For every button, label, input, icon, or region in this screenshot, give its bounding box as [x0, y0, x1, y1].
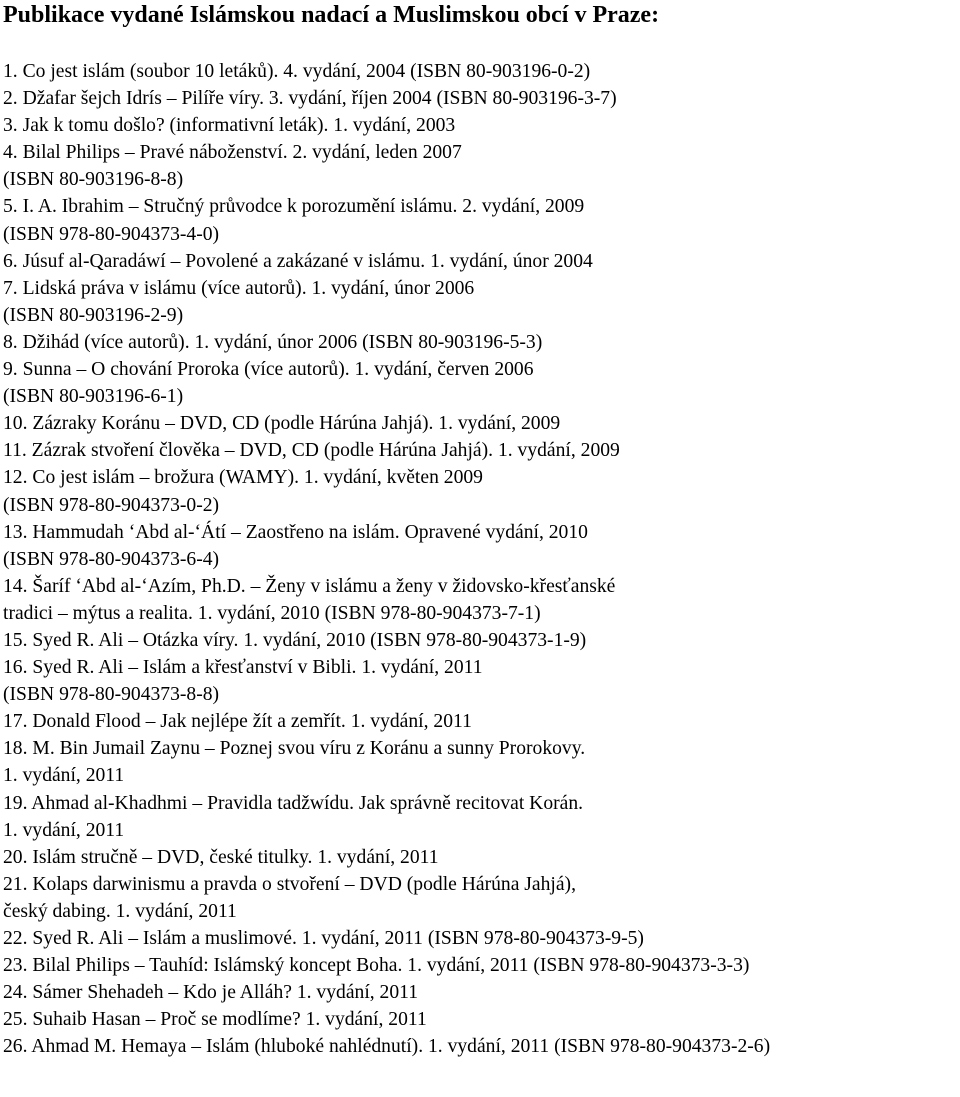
publication-line: (ISBN 978-80-904373-6-4)	[3, 548, 220, 570]
publication-line: 8. Džihád (více autorů). 1. vydání, únor 2006 (ISBN 80-903196-5-3)	[3, 331, 543, 353]
publication-line: tradici – mýtus a realita. 1. vydání, 2010 (ISBN 978-80-904373-7-1)	[3, 602, 541, 624]
publication-line: 1. vydání, 2011	[3, 765, 125, 787]
publication-line: 6. Júsuf al-Qaradáwí – Povolené a zakázané v islámu. 1. vydání, únor 2004	[3, 250, 593, 272]
publication-line: (ISBN 80-903196-8-8)	[3, 169, 184, 191]
publication-line: 16. Syed R. Ali – Islám a křesťanství v Bibli. 1. vydání, 2011	[3, 657, 483, 679]
publication-line: 3. Jak k tomu došlo? (informativní leták). 1. vydání, 2003	[3, 115, 456, 137]
publication-line: 20. Islám stručně – DVD, české titulky. 1. vydání, 2011	[3, 846, 439, 868]
page-title: Publikace vydané Islámskou nadací a Muslimskou obcí v Praze:	[3, 2, 660, 28]
publication-line: 25. Suhaib Hasan – Proč se modlíme? 1. vydání, 2011	[3, 1009, 427, 1031]
publication-line: 12. Co jest islám – brožura (WAMY). 1. vydání, květen 2009	[3, 467, 483, 489]
publication-line: 1. vydání, 2011	[3, 819, 125, 841]
publication-line: 17. Donald Flood – Jak nejlépe žít a zemřít. 1. vydání, 2011	[3, 711, 472, 733]
publication-line: 19. Ahmad al-Khadhmi – Pravidla tadžwídu. Jak správně recitovat Korán.	[3, 792, 584, 814]
publication-line: (ISBN 80-903196-2-9)	[3, 304, 184, 326]
publication-line: (ISBN 978-80-904373-0-2)	[3, 494, 220, 516]
publication-line: 1. Co jest islám (soubor 10 letáků). 4. vydání, 2004 (ISBN 80-903196-0-2)	[3, 61, 591, 82]
publication-line: 15. Syed R. Ali – Otázka víry. 1. vydání, 2010 (ISBN 978-80-904373-1-9)	[3, 629, 587, 651]
publication-line: 14. Šaríf ‘Abd al-‘Azím, Ph.D. – Ženy v islámu a ženy v židovsko-křesťanské	[3, 575, 616, 597]
publication-line: 18. M. Bin Jumail Zaynu – Poznej svou víru z Koránu a sunny Prorokovy.	[3, 738, 586, 760]
publication-line: 22. Syed R. Ali – Islám a muslimové. 1. vydání, 2011 (ISBN 978-80-904373-9-5)	[3, 928, 644, 949]
publication-line: 4. Bilal Philips – Pravé náboženství. 2. vydání, leden 2007	[3, 142, 462, 164]
publication-line: 7. Lidská práva v islámu (více autorů). 1. vydání, únor 2006	[3, 277, 475, 299]
publication-list	[3, 29, 958, 1060]
publication-line: (ISBN 978-80-904373-4-0)	[3, 223, 220, 245]
publication-line: 9. Sunna – O chování Proroka (více autorů). 1. vydání, červen 2006	[3, 359, 534, 381]
publication-line: 24. Sámer Shehadeh – Kdo je Alláh? 1. vydání, 2011	[3, 982, 419, 1004]
publication-line: 10. Zázraky Koránu – DVD, CD (podle Hárúna Jahjá). 1. vydání, 2009	[3, 413, 561, 435]
publication-line: 21. Kolaps darwinismu a pravda o stvoření – DVD (podle Hárúna Jahjá),	[3, 873, 576, 895]
publication-line: (ISBN 978-80-904373-8-8)	[3, 684, 220, 706]
publication-line: 23. Bilal Philips – Tauhíd: Islámský koncept Boha. 1. vydání, 2011 (ISBN 978-80-904373-3-3)	[3, 955, 750, 977]
publication-line: 11. Zázrak stvoření člověka – DVD, CD (podle Hárúna Jahjá). 1. vydání, 2009	[3, 440, 620, 462]
publication-line: (ISBN 80-903196-6-1)	[3, 386, 184, 408]
publication-line: 5. I. A. Ibrahim – Stručný průvodce k porozumění islámu. 2. vydání, 2009	[3, 196, 585, 218]
publication-line: český dabing. 1. vydání, 2011	[3, 900, 237, 922]
publication-line: 26. Ahmad M. Hemaya – Islám (hluboké nahlédnutí). 1. vydání, 2011 (ISBN 978-80-904373-2-6)	[3, 1036, 771, 1058]
publication-line: 2. Džafar šejch Idrís – Pilíře víry. 3. vydání, říjen 2004 (ISBN 80-903196-3-7)	[3, 88, 617, 110]
publication-line: 13. Hammudah ‘Abd al-‘Átí – Zaostřeno na islám. Opravené vydání, 2010	[3, 521, 588, 543]
